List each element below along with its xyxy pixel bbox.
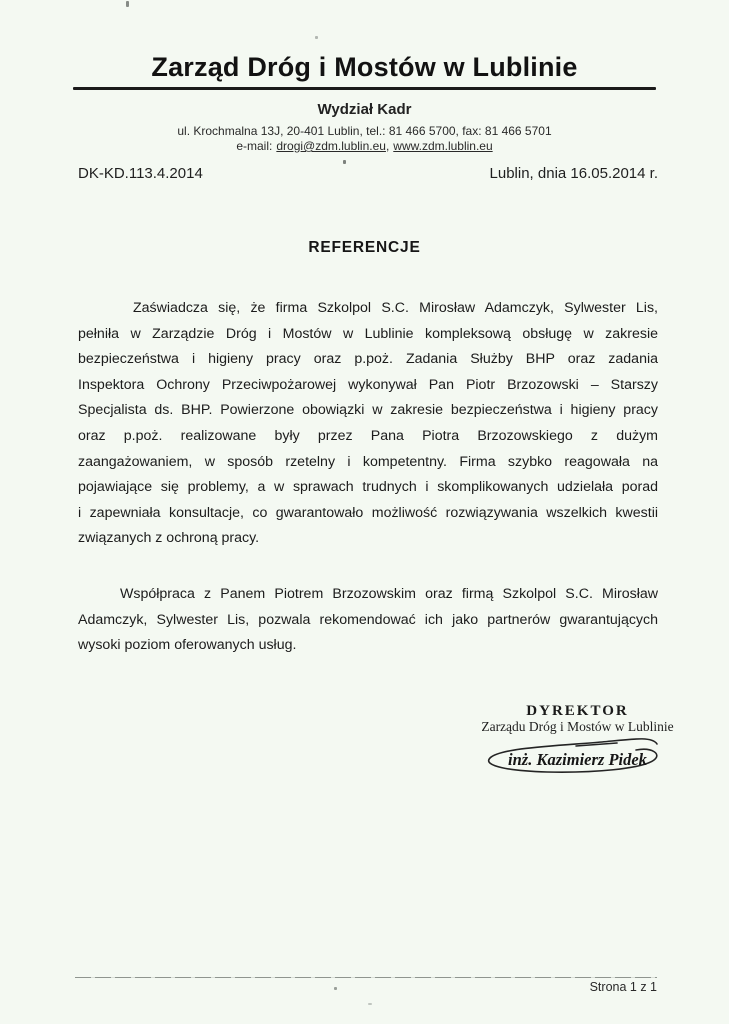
body-line: pojawiające się problemy, a w sprawach trudnych i skomplikowanych udzielała porad bbox=[78, 479, 658, 496]
contact-line bbox=[0, 139, 729, 153]
signer-title: DYREKTOR bbox=[526, 703, 629, 719]
website-address: www.zdm.lublin.eu bbox=[393, 139, 493, 153]
body-paragraph-2 bbox=[78, 582, 658, 659]
email-label: e-mail: bbox=[236, 139, 273, 153]
place-and-date: Lublin, dnia 16.05.2014 r. bbox=[489, 165, 658, 182]
body-line: oraz p.poż. realizowane były przez Pana Piotra Brzozowskiego z dużym bbox=[78, 427, 658, 444]
page-title: Zarząd Dróg i Mostów w Lublinie bbox=[151, 52, 578, 82]
email-address: drogi@zdm.lublin.eu bbox=[276, 139, 386, 153]
body-line: pełniła w Zarządzie Dróg i Mostów w Lublinie kompleksową obsługę w zakresie bbox=[78, 325, 658, 342]
body-paragraph-1 bbox=[78, 296, 658, 552]
body-line: Współpraca z Panem Piotrem Brzozowskim oraz firmą Szkolpol S.C. Mirosław bbox=[120, 586, 658, 602]
signature-block bbox=[445, 703, 710, 785]
body-line: Zaświadcza się, że firma Szkolpol S.C. Mirosław Adamczyk, Sylwester Lis, bbox=[133, 300, 658, 316]
body-line: Adamczyk, Sylwester Lis, pozwala rekomendować ich jako partnerów gwarantujących bbox=[78, 611, 658, 628]
body-line: i zapewniała konsultacje, co gwarantowało możliwość rozwiązywania wszelkich kwestii bbox=[78, 504, 658, 521]
address-line: ul. Krochmalna 13J, 20-401 Lublin, tel.: 81 466 5700, fax: 81 466 5701 bbox=[177, 124, 552, 138]
body-line: Specjalista ds. BHP. Powierzone obowiązki w zakresie bezpieczeństwa i higieny pracy bbox=[78, 402, 658, 419]
scan-speck bbox=[343, 160, 346, 164]
document-heading: REFERENCJE bbox=[308, 239, 421, 256]
body-line: bezpieczeństwa i higieny pracy oraz p.poż. Zadania Służby BHP oraz zadania bbox=[78, 351, 658, 368]
signer-name: inż. Kazimierz Pidek bbox=[508, 750, 647, 769]
body-line: wysoki poziom oferowanych usług. bbox=[78, 637, 297, 654]
case-number: DK-KD.113.4.2014 bbox=[78, 165, 203, 182]
footer-divider bbox=[75, 977, 657, 978]
body-line: zaangażowaniem, w sposób rzetelny i kompetentny. Firma szybko reagowała na bbox=[78, 453, 658, 470]
header-divider bbox=[73, 87, 656, 90]
signer-organization: Zarządu Dróg i Mostów w Lublinie bbox=[481, 719, 674, 734]
department-name: Wydział Kadr bbox=[317, 101, 412, 118]
scan-speck bbox=[315, 36, 318, 39]
scan-speck bbox=[126, 1, 129, 7]
page-number: Strona 1 z 1 bbox=[589, 980, 657, 994]
reference-row bbox=[78, 165, 658, 182]
body-line: związanych z ochroną pracy. bbox=[78, 530, 260, 547]
contact-separator: , bbox=[385, 139, 390, 153]
body-line: Inspektora Ochrony Przeciwpożarowej wykonywał Pan Piotr Brzozowski – Starszy bbox=[78, 376, 658, 393]
scan-speck bbox=[368, 1003, 372, 1005]
